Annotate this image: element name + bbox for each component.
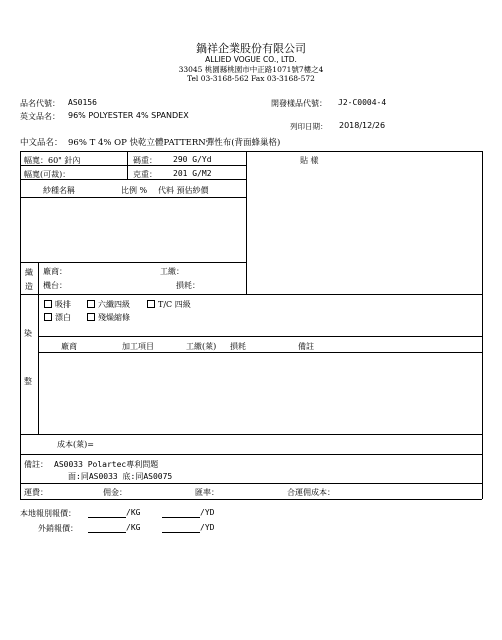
company-phone-fax: Tel 03-3168-562 Fax 03-3168-572 [187, 74, 315, 83]
usable-width-label: 幅寬(可裁)： [24, 170, 71, 179]
paste-sample-label: 貼 樣 [300, 156, 319, 165]
freight-label: 運費： [24, 488, 48, 497]
dye-col-mill: 廠商 [61, 342, 77, 351]
finish-option-bleach[interactable]: 漂白 [44, 312, 71, 323]
mill-label: 廠商： [43, 267, 67, 276]
machine-label: 機台： [43, 281, 67, 290]
dye-side-2: 整 [24, 377, 32, 386]
print-date: 2018/12/26 [339, 121, 386, 130]
print-date-label: 列印日期： [290, 122, 328, 131]
dye-col-labor: 工繳(萊) [186, 342, 217, 351]
domestic-yd-blank [162, 508, 200, 518]
checkbox-icon [87, 313, 95, 321]
gsm-value: 201 G/M2 [173, 169, 212, 178]
export-price-yd[interactable]: /YD [162, 523, 214, 533]
domestic-price-label: 本地報別報價： [20, 509, 76, 518]
finish-option-shrink[interactable]: 殘燥縮條 [87, 312, 130, 323]
domestic-kg-blank [88, 508, 126, 518]
export-price-kg[interactable]: /KG [88, 523, 140, 533]
ratio-header: 比例 % [121, 186, 148, 195]
company-name-zh: 鍋祥企業股份有限公司 [196, 42, 306, 55]
checkbox-icon [44, 313, 52, 321]
weight-label: 碼重： [133, 156, 157, 165]
export-yd-blank [162, 523, 200, 533]
checkbox-icon [44, 300, 52, 308]
dev-code-label: 開發樣品代號： [271, 99, 327, 108]
dev-code: J2-C0004-4 [338, 98, 387, 107]
remarks-label: 備註： [24, 460, 48, 469]
domestic-price-kg[interactable]: /KG [88, 508, 140, 518]
remarks-line-2: 面:同AS0033 底:同AS0075 [68, 472, 173, 481]
labor-label: 工繳： [160, 267, 184, 276]
remarks-line-1: AS0033 Polartec專利問題 [54, 460, 159, 469]
name-zh: 96% T 4% OP 快乾立體PATTERN彈性布(背面蜂巢格) [68, 138, 281, 148]
item-no-label: 品名代號： [20, 99, 60, 108]
dye-col-loss: 損耗 [230, 342, 246, 351]
finish-option-tc[interactable]: T/C 四級 [147, 299, 191, 310]
exchange-rate-label: 匯率： [195, 488, 219, 497]
cost-label: 成本(萊)= [57, 440, 94, 449]
export-price-label: 外銷報價： [38, 524, 78, 533]
yarn-name-header: 紗種名稱 [43, 186, 75, 195]
company-address: 33045 桃園縣桃園市中正路1071號7樓之4 [178, 65, 324, 74]
checkbox-icon [87, 300, 95, 308]
name-en-label: 英文品名： [20, 112, 60, 121]
name-en: 96% POLYESTER 4% SPANDEX [68, 111, 189, 120]
company-name-en: ALLIED VOGUE CO., LTD. [205, 55, 297, 64]
dye-col-note: 備註 [298, 342, 314, 351]
weave-side-2: 造 [25, 282, 33, 291]
finish-option-six-fiber[interactable]: 六纖四級 [87, 299, 130, 310]
checkbox-icon [147, 300, 155, 308]
dye-col-process: 加工項目 [122, 342, 154, 351]
weight-value: 290 G/Yd [173, 155, 212, 164]
gsm-label: 克重： [133, 170, 157, 179]
export-kg-blank [88, 523, 126, 533]
loss-label: 損耗： [176, 281, 200, 290]
price-header: 代料 預估紗價 [158, 186, 209, 195]
width-label: 幅寬：60" 針內 [24, 156, 81, 165]
item-no: AS0156 [68, 98, 97, 107]
domestic-price-yd[interactable]: /YD [162, 508, 214, 518]
name-zh-label: 中文品名： [20, 138, 63, 148]
finish-option-wicking[interactable]: 吸排 [44, 299, 71, 310]
commission-label: 佣金： [103, 488, 127, 497]
total-cost-label: 合運佣成本： [287, 488, 335, 497]
weave-side-1: 織 [25, 268, 33, 277]
dye-side-1: 染 [24, 329, 32, 338]
